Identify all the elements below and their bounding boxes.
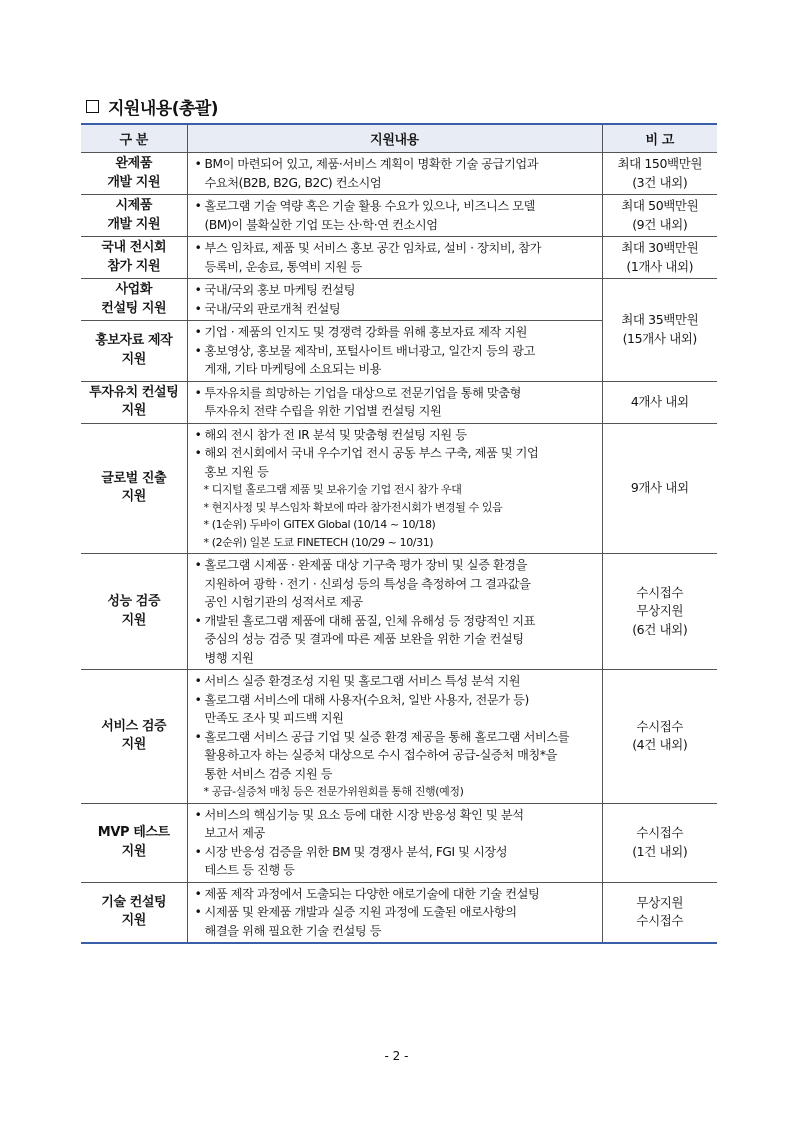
bullet-line: 기업 · 제품의 인지도 및 경쟁력 강화를 위해 홍보자료 제작 지원: [204, 325, 528, 339]
remark-cell: [602, 554, 717, 670]
footnote-line: * 현지사정 및 부스임차 확보에 따라 참가전시회가 변경될 수 있음: [203, 500, 503, 514]
category-line: 지원: [121, 403, 146, 418]
remark-line: 수시접수: [636, 825, 684, 840]
content-cell: [187, 803, 602, 882]
table-header-row: [81, 124, 717, 153]
category-line: 개발 지원: [107, 174, 161, 190]
bullet-text: [205, 281, 598, 300]
bullet-line: 지원하여 광학 · 전기 · 신뢰성 등의 특성을 측정하여 그 결과값을: [204, 576, 531, 591]
bullet-item: [192, 556, 598, 612]
remark-line: 최대 35백만원: [621, 312, 699, 328]
section-heading: [86, 94, 218, 119]
footnote-line: * 공급-실증처 매칭 등은 전문가위원회를 통해 진행(예정): [203, 785, 464, 798]
bullet-text: [205, 300, 598, 319]
bullet-line: 해결을 위해 필요한 기술 컨설팅 등: [204, 923, 382, 938]
bullet-dot-icon: •: [194, 844, 202, 859]
bullet-dot-icon: •: [194, 283, 202, 297]
category-cell: [81, 321, 187, 382]
bullet-dot-icon: •: [194, 343, 202, 358]
remark-line: 최대 30백만원: [621, 240, 699, 255]
remark-line: 4개사 내외: [630, 393, 689, 409]
category-cell: [81, 670, 187, 804]
page-number: - 2 -: [384, 1049, 409, 1063]
category-line: 글로벌 진출: [101, 470, 167, 486]
category-line: 완제품: [115, 156, 152, 171]
content-cell: [187, 321, 602, 382]
bullet-dot-icon: •: [194, 558, 202, 572]
bullet-line: 투자유치를 희망하는 기업을 대상으로 전문기업을 통해 맞춤형: [204, 385, 522, 400]
bullet-line: 홀로그램 시제품 · 완제품 대상 기구축 평가 장비 및 실증 환경을: [204, 558, 528, 572]
bullet-dot-icon: •: [194, 241, 202, 255]
remark-cell: [602, 153, 717, 195]
bullet-dot-icon: •: [194, 427, 202, 442]
remark-cell: [602, 237, 717, 279]
bullet-line: 서비스의 핵심기능 및 요소 등에 대한 시장 반응성 확인 및 분석: [204, 807, 524, 822]
bullet-line: 공인 시험기관의 성적서로 제공: [204, 595, 363, 609]
header-category: 구 분: [81, 124, 187, 153]
category-cell: [81, 803, 187, 882]
bullet-line: 부스 임차료, 제품 및 서비스 홍보 공간 임차료, 설비 · 장치비, 참가: [204, 241, 541, 255]
remark-line: (4건 내외): [632, 737, 688, 753]
bullet-line: 수요처(B2B, B2G, B2C) 컨소시엄: [204, 175, 382, 190]
remark-line: 수시접수: [636, 913, 684, 929]
bullet-item: [192, 155, 598, 192]
bullet-line: 보고서 제공: [204, 826, 265, 840]
bullet-line: 홀로그램 서비스 공급 기업 및 실증 환경 제공을 통해 홀로그램 서비스를: [204, 729, 570, 744]
category-line: 지원: [121, 351, 146, 367]
category-line: MVP 테스트: [97, 825, 170, 840]
remark-line: 무상지원: [636, 894, 684, 910]
category-cell: [81, 381, 187, 423]
table-body: [81, 153, 717, 944]
bullet-dot-icon: •: [194, 199, 202, 213]
bullet-item: [192, 612, 598, 668]
category-line: 시제품: [115, 198, 152, 213]
category-line: 기술 컨설팅: [101, 894, 167, 910]
bullet-text: [205, 672, 598, 691]
remark-line: 수시접수: [636, 718, 684, 734]
bullet-line: 활용하고자 하는 실증처 대상으로 수시 접수하여 공급-실증처 매칭*을: [204, 748, 557, 762]
category-line: 국내 전시회: [101, 240, 167, 255]
bullet-dot-icon: •: [194, 807, 202, 822]
content-cell: [187, 279, 602, 321]
bullet-text: [205, 323, 598, 342]
bullet-item: [192, 342, 598, 379]
header-content: 지원내용: [187, 124, 602, 153]
table-row: [81, 554, 717, 670]
remark-cell: [602, 670, 717, 804]
bullet-dot-icon: •: [194, 674, 202, 688]
category-cell: [81, 195, 187, 237]
bullet-text: [205, 197, 598, 234]
category-cell: [81, 153, 187, 195]
bullet-text: [205, 155, 598, 192]
table-row: [81, 803, 717, 882]
bullet-item: [192, 843, 598, 880]
content-cell: [187, 381, 602, 423]
category-cell: [81, 423, 187, 554]
table-row: [81, 237, 717, 279]
content-cell: [187, 882, 602, 943]
bullet-line: (BM)이 불확실한 기업 또는 산·학·연 컨소시엄: [204, 217, 438, 232]
remark-cell: [602, 423, 717, 554]
bullet-dot-icon: •: [194, 692, 202, 707]
bullet-line: 국내/국외 판로개척 컨설팅: [204, 301, 341, 316]
category-line: 사업화: [115, 282, 152, 297]
bullet-dot-icon: •: [194, 446, 202, 460]
category-line: 지원: [121, 612, 146, 628]
bullet-line: 홀로그램 기술 역량 혹은 기술 활용 수요가 있으나, 비즈니스 모델: [204, 199, 535, 213]
remark-line: (6건 내외): [632, 621, 688, 637]
remark-cell: [602, 381, 717, 423]
content-cell: [187, 237, 602, 279]
remark-cell: [602, 195, 717, 237]
bullet-line: BM이 마련되어 있고, 제품·서비스 계획이 명확한 기술 공급기업과: [204, 157, 539, 171]
content-cell: [187, 153, 602, 195]
remark-cell: [602, 803, 717, 882]
category-cell: [81, 882, 187, 943]
category-line: 지원: [121, 843, 146, 859]
bullet-text: [205, 426, 598, 445]
bullet-item: [192, 444, 598, 481]
category-line: 개발 지원: [107, 216, 161, 232]
bullet-text: [205, 342, 598, 379]
table-row: [81, 381, 717, 423]
bullet-item: [192, 197, 598, 234]
bullet-text: [205, 806, 598, 843]
bullet-item: [192, 806, 598, 843]
bullet-line: 서비스 실증 환경조성 지원 및 홀로그램 서비스 특성 분석 지원: [204, 674, 521, 688]
bullet-text: [205, 728, 598, 784]
header-remark: 비 고: [602, 124, 717, 153]
bullet-text: [205, 444, 598, 481]
bullet-line: 홀로그램 서비스에 대해 사용자(수요처, 일반 사용자, 전문가 등): [204, 692, 529, 707]
bullet-item: [192, 300, 598, 319]
bullet-line: 만족도 조사 및 피드백 지원: [204, 711, 344, 725]
category-line: 투자유치 컨설팅: [89, 384, 179, 400]
category-cell: [81, 237, 187, 279]
bullet-item: [192, 903, 598, 940]
bullet-text: [205, 903, 598, 940]
bullet-item: [192, 426, 598, 445]
bullet-line: 해외 전시회에서 국내 우수기업 전시 공동 부스 구축, 제품 및 기업: [204, 446, 539, 460]
bullet-line: 병행 지원: [204, 650, 254, 665]
remark-cell: [602, 279, 717, 382]
remark-line: 최대 150백만원: [617, 156, 703, 171]
bullet-line: 개발된 홀로그램 제품에 대해 품질, 인체 유해성 등 정량적인 지표: [204, 613, 535, 628]
bullet-item: [192, 691, 598, 728]
bullet-text: [205, 691, 598, 728]
remark-line: (1개사 내외): [626, 258, 694, 274]
bullet-item: [192, 728, 598, 784]
category-line: 지원: [121, 913, 146, 929]
bullet-text: [205, 239, 598, 276]
remark-line: (15개사 내외): [622, 330, 697, 346]
remark-line: (1건 내외): [632, 843, 688, 859]
bullet-line: 테스트 등 진행 등: [204, 863, 295, 877]
bullet-item: [192, 384, 598, 421]
content-cell: [187, 670, 602, 804]
category-line: 참가 지원: [107, 258, 161, 274]
footnote-line: * (1순위) 두바이 GITEX Global (10/14 ~ 10/18): [203, 518, 436, 531]
support-content-table: [81, 123, 717, 944]
bullet-dot-icon: •: [194, 325, 202, 339]
bullet-dot-icon: •: [194, 729, 202, 744]
section-heading-text: 지원내용(총괄): [108, 99, 219, 119]
bullet-line: 해외 전시 참가 전 IR 분석 및 맞춤형 컨설팅 지원 등: [204, 427, 467, 442]
bullet-dot-icon: •: [194, 886, 202, 901]
bullet-line: 홍보영상, 홍보물 제작비, 포털사이트 배너광고, 일간지 등의 광고: [204, 343, 535, 358]
table-row: [81, 882, 717, 943]
bullet-dot-icon: •: [194, 613, 202, 628]
remark-line: 최대 50백만원: [621, 198, 699, 213]
bullet-line: 통한 서비스 검증 지원 등: [204, 766, 333, 781]
table-row: [81, 279, 717, 321]
bullet-item: [192, 281, 598, 300]
bullet-line: 제품 제작 과정에서 도출되는 다양한 애로기술에 대한 기술 컨설팅: [204, 886, 540, 901]
category-line: 지원: [121, 737, 146, 753]
content-cell: [187, 554, 602, 670]
bullet-line: 시장 반응성 검증을 위한 BM 및 경쟁사 분석, FGI 및 시장성: [204, 844, 508, 859]
category-line: 성능 검증: [107, 594, 161, 609]
bullet-dot-icon: •: [194, 385, 202, 400]
category-line: 서비스 검증: [101, 718, 167, 734]
content-cell: [187, 423, 602, 554]
category-line: 지원: [121, 489, 146, 505]
bullet-item: [192, 323, 598, 342]
bullet-line: 게재, 기타 마케팅에 소요되는 비용: [204, 362, 382, 376]
checkbox-square-icon: [86, 100, 99, 113]
remark-line: 9개사 내외: [630, 480, 689, 495]
remark-line: 무상지원: [636, 603, 684, 619]
category-cell: [81, 279, 187, 321]
bullet-item: [192, 672, 598, 691]
table-row: [81, 423, 717, 554]
table-row: [81, 670, 717, 804]
bullet-text: [205, 556, 598, 612]
content-cell: [187, 195, 602, 237]
remark-line: 수시접수: [636, 584, 684, 600]
footnote-line: * 디지털 홀로그램 제품 및 보유기술 기업 전시 참가 우대: [203, 483, 462, 496]
bullet-text: [205, 612, 598, 668]
bullet-line: 국내/국외 홍보 마케팅 컨설팅: [204, 283, 356, 297]
remark-line: (3건 내외): [632, 174, 688, 190]
bullet-item: [192, 239, 598, 276]
category-line: 홍보자료 제작: [95, 333, 173, 349]
footnote-line: * (2순위) 일본 도쿄 FINETECH (10/29 ~ 10/31): [203, 535, 434, 549]
remark-line: (9건 내외): [632, 216, 688, 232]
bullet-text: [205, 885, 598, 904]
bullet-line: 등록비, 운송료, 통역비 지원 등: [204, 259, 362, 274]
bullet-dot-icon: •: [194, 905, 202, 919]
bullet-line: 시제품 및 완제품 개발과 실증 지원 과정에 도출된 애로사항의: [204, 905, 517, 919]
bullet-dot-icon: •: [194, 301, 202, 316]
remark-cell: [602, 882, 717, 943]
table-row: [81, 195, 717, 237]
bullet-line: 홍보 지원 등: [204, 464, 269, 479]
bullet-line: 중심의 성능 검증 및 결과에 따른 제품 보완을 위한 기술 컨설팅: [204, 632, 524, 646]
bullet-text: [205, 384, 598, 421]
bullet-text: [205, 843, 598, 880]
table-row: [81, 153, 717, 195]
category-cell: [81, 554, 187, 670]
bullet-line: 투자유치 전략 수립을 위한 기업별 컨설팅 지원: [204, 404, 442, 418]
category-line: 컨설팅 지원: [101, 300, 167, 316]
bullet-dot-icon: •: [194, 157, 202, 171]
bullet-item: [192, 885, 598, 904]
